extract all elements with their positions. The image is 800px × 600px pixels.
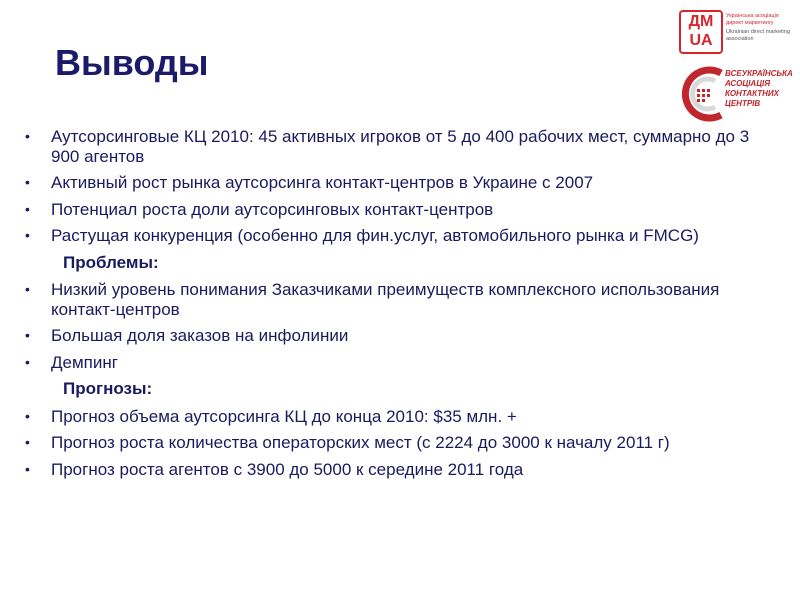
bullet-icon: • (25, 407, 30, 424)
slide-body (20, 127, 780, 486)
list-item: • Растущая конкуренция (особенно для фин.услуг, автомобильного рынка и FMCG) (25, 226, 699, 245)
list-item: • Большая доля заказов на инфолинии (25, 326, 349, 345)
forecasts-list (20, 407, 780, 480)
problems-heading: Проблемы: (63, 252, 159, 272)
list-item: • Низкий уровень понимания Заказчиками преимуществ комплексного использования контакт-центров (25, 280, 720, 319)
list-item: • Потенциал роста доли аутсорсинговых контакт-центров (25, 199, 494, 219)
vakc-logo-emblem-icon (677, 63, 727, 123)
list-item: • Прогноз роста количества операторских мест (с 2224 до 3000 к началу 2011 г) (25, 433, 670, 452)
bullet-icon: • (25, 460, 30, 477)
bullet-icon: • (25, 200, 30, 217)
bullet-icon: • (25, 128, 30, 144)
list-item: • Демпинг (25, 352, 118, 372)
slide-title: Выводы (55, 42, 209, 83)
problems-list (20, 280, 780, 372)
bullet-icon: • (25, 227, 30, 243)
bullet-icon: • (25, 281, 30, 297)
bullet-icon: • (25, 434, 30, 450)
conclusions-list (20, 127, 780, 246)
dma-ua-logo-mark: ДМ UA (679, 10, 723, 54)
bullet-icon: • (25, 353, 30, 370)
vakc-logo (677, 63, 793, 125)
list-item: • Прогноз объема аутсорсинга КЦ до конца 2010: $35 млн. + (25, 406, 517, 426)
list-item: • Аутсорсинговые КЦ 2010: 45 активных игроков от 5 до 400 рабочих мест, суммарно до 3 900 агентов (25, 127, 750, 166)
list-item: • Прогноз роста агентов с 3900 до 5000 к середине 2011 года (25, 459, 524, 479)
forecasts-heading: Прогнозы: (63, 379, 153, 398)
vakc-logo-text: ВСЕУКРАЇНСЬКА АСОЦІАЦІЯ КОНТАКТНИХ ЦЕНТРІВ (725, 69, 793, 108)
dma-ua-logo (679, 10, 794, 56)
bullet-icon: • (25, 174, 30, 190)
bullet-icon: • (25, 327, 30, 343)
list-item: • Активный рост рынка аутсорсинга контакт-центров в Украине с 2007 (25, 173, 594, 192)
dma-ua-logo-caption: Українська асоціація директ маркетингу Ukrainian direct marketing association (726, 13, 790, 42)
